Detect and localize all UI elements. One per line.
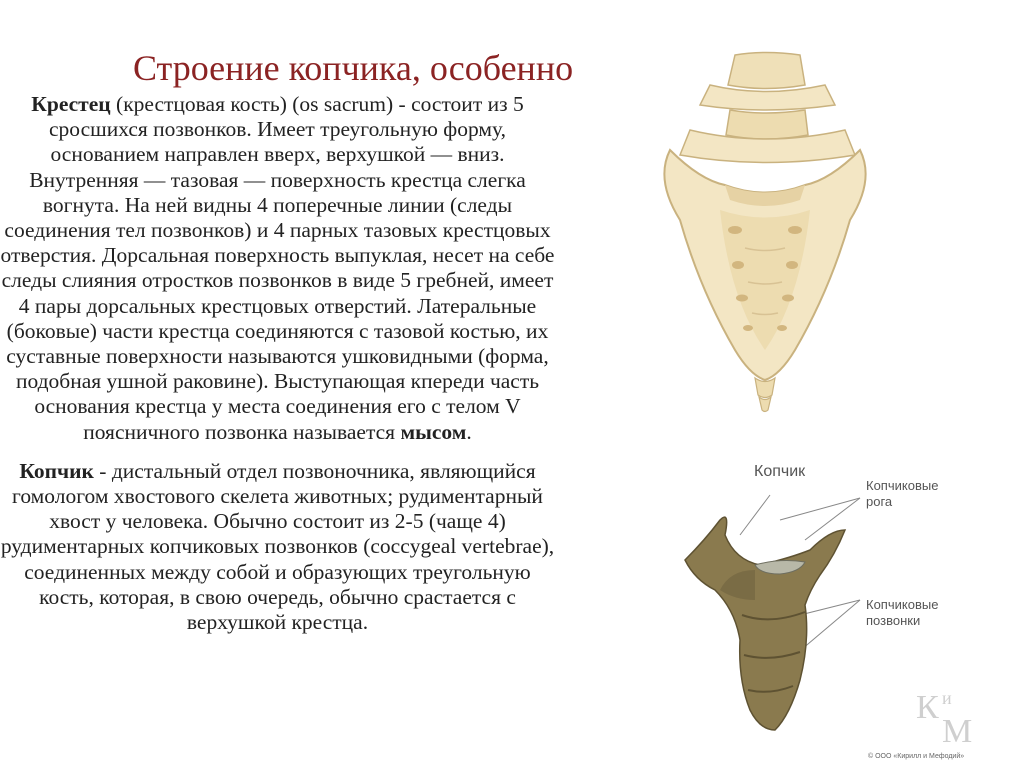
text-block [0,92,555,635]
paragraph-sacrum [0,92,555,445]
coccyx-description: - дистальный отдел позвоночника, являющийся гомологом хвостового скелета животных; рудиментарный хвост у человека. Обычно состоит из 2-5 (чаще 4) рудиментарных копчиковых позвонков (coccygeal vertebrae), соединенных между собой и образующих треугольную кость, которая, в свою очередь, обычно срастается с верхушкой крестца. [0,458,555,635]
label-horns-line1: Копчиковые [866,478,939,493]
label-vert-line2: позвонки [866,613,921,628]
sacrum-illustration [640,50,890,430]
label-coccygeal-horns [866,478,938,510]
sacrum-end-punct: . [466,419,472,444]
label-coccyx: Копчик [754,463,806,480]
svg-text:К: К [916,689,939,726]
svg-text:М: М [942,713,973,744]
publisher-logo [912,682,992,744]
term-promontory: мысом [400,419,467,444]
sacrum-description: (крестцовая кость) (os sacrum) - состоит из 5 сросшихся позвонков. Имеет треугольную форму, основанием направлен вверх, верхушкой — вниз. Внутренняя — тазовая — поверхность крестца слегка вогнута. На ней видны 4 поперечные линии (следы соединения тел позвонков) и 4 парных тазовых крестцовых отверстия. Дорсальная поверхность выпуклая, несет на себе следы слияния отростков позвонков в виде 5 гребней, имеет 4 пары дорсальных крестцовых отверстий. Латеральные (боковые) части крестца соединяются с тазовой костью, их суставные поверхности называются ушковидными (форма, подобная ушной раковине). Выступающая кпереди часть основания крестца у места соединения его с телом V поясничного позвонка называется [0,92,555,444]
svg-text:и: и [942,688,952,708]
label-vert-line1: Копчиковые [866,597,939,612]
label-coccygeal-vertebrae [866,597,938,629]
slide-title: Строение копчика, особенно [133,48,574,88]
label-horns-line2: рога [866,494,893,509]
term-coccyx: Копчик [19,458,94,483]
copyright-notice: © ООО «Кирилл и Мефодий» [868,753,965,760]
term-sacrum: Крестец [31,92,111,116]
paragraph-coccyx [0,459,555,635]
